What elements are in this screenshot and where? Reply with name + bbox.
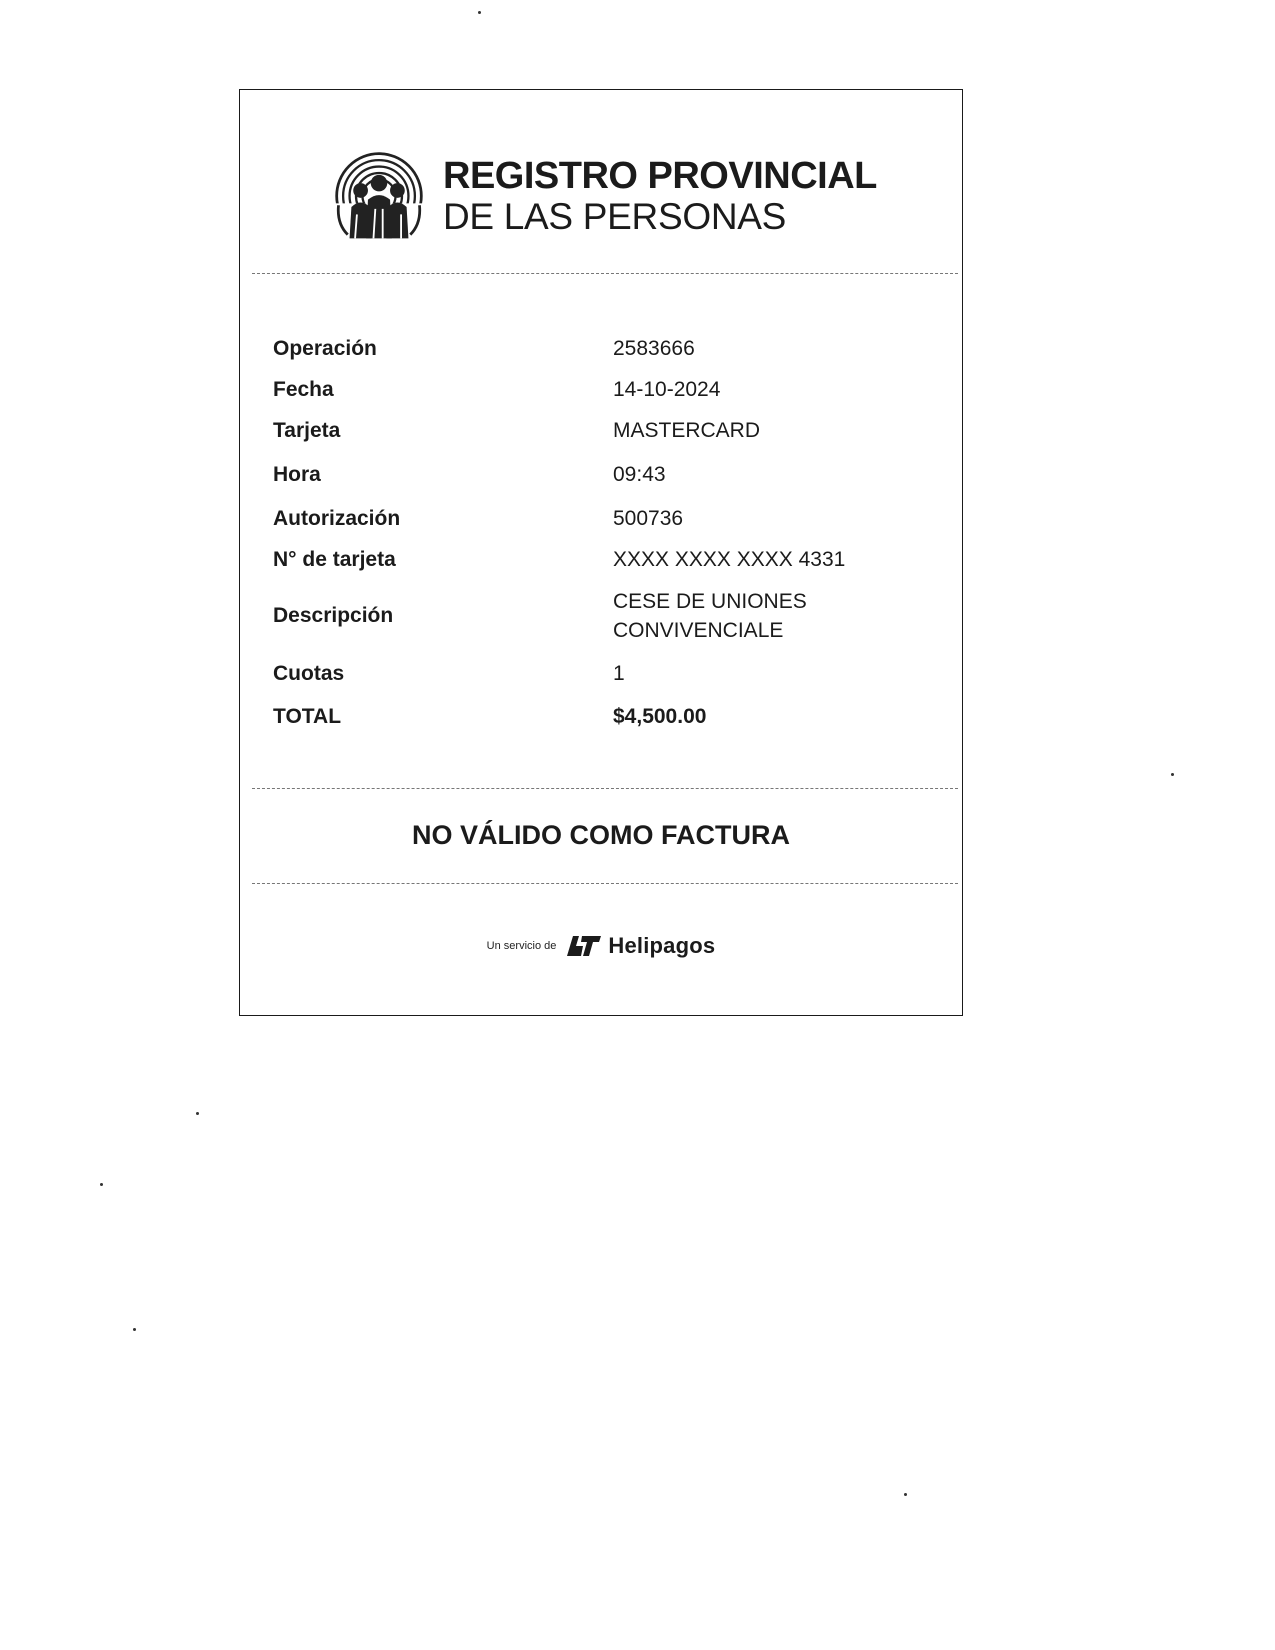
title-line-1: REGISTRO PROVINCIAL <box>443 154 877 197</box>
field-label: N° de tarjeta <box>273 547 396 571</box>
description-line-1: CESE DE UNIONES <box>613 589 807 613</box>
field-label: Operación <box>273 336 377 360</box>
service-prefix: Un servicio de <box>486 940 557 952</box>
divider <box>252 883 958 884</box>
provider-footer <box>240 933 962 959</box>
total-value: $4,500.00 <box>613 704 707 728</box>
field-row-cuotas <box>273 652 913 696</box>
divider <box>252 273 958 274</box>
helipagos-brand: Helipagos <box>608 933 716 958</box>
field-label: Descripción <box>273 604 394 627</box>
field-row-descripcion <box>273 580 913 652</box>
scan-speck <box>904 1493 907 1496</box>
title-line-2: DE LAS PERSONAS <box>443 195 787 237</box>
field-value: MASTERCARD <box>613 418 761 442</box>
field-row-operacion <box>273 328 913 369</box>
institution-title <box>443 156 877 237</box>
scan-speck <box>478 11 481 14</box>
invoice-disclaimer: NO VÁLIDO COMO FACTURA <box>412 820 790 850</box>
field-value <box>613 587 807 646</box>
field-value: 500736 <box>613 506 684 530</box>
receipt <box>239 89 963 1016</box>
helipagos-logo-icon <box>565 934 603 958</box>
receipt-header <box>333 150 877 242</box>
field-row-total <box>273 696 913 737</box>
field-row-fecha <box>273 369 913 410</box>
field-value: XXXX XXXX XXXX 4331 <box>613 547 846 571</box>
scan-speck <box>133 1328 136 1331</box>
field-label: Tarjeta <box>273 418 341 442</box>
field-label: Fecha <box>273 377 334 401</box>
receipt-fields <box>273 328 913 737</box>
field-value: 1 <box>613 662 625 686</box>
fingerprint-family-icon <box>333 150 425 242</box>
field-label: TOTAL <box>273 704 342 728</box>
field-label: Cuotas <box>273 662 345 685</box>
divider <box>252 788 958 789</box>
field-value: 2583666 <box>613 336 695 360</box>
scan-speck <box>196 1112 199 1115</box>
field-label: Hora <box>273 462 321 486</box>
field-row-numero-tarjeta <box>273 539 913 580</box>
description-line-2: CONVIVENCIALE <box>613 619 784 642</box>
scan-speck <box>100 1183 103 1186</box>
field-value: 14-10-2024 <box>613 377 721 401</box>
scan-speck <box>1171 773 1174 776</box>
field-row-tarjeta <box>273 410 913 451</box>
field-row-hora <box>273 451 913 498</box>
field-label: Autorización <box>273 506 401 530</box>
field-value: 09:43 <box>613 462 666 486</box>
field-row-autorizacion <box>273 498 913 539</box>
